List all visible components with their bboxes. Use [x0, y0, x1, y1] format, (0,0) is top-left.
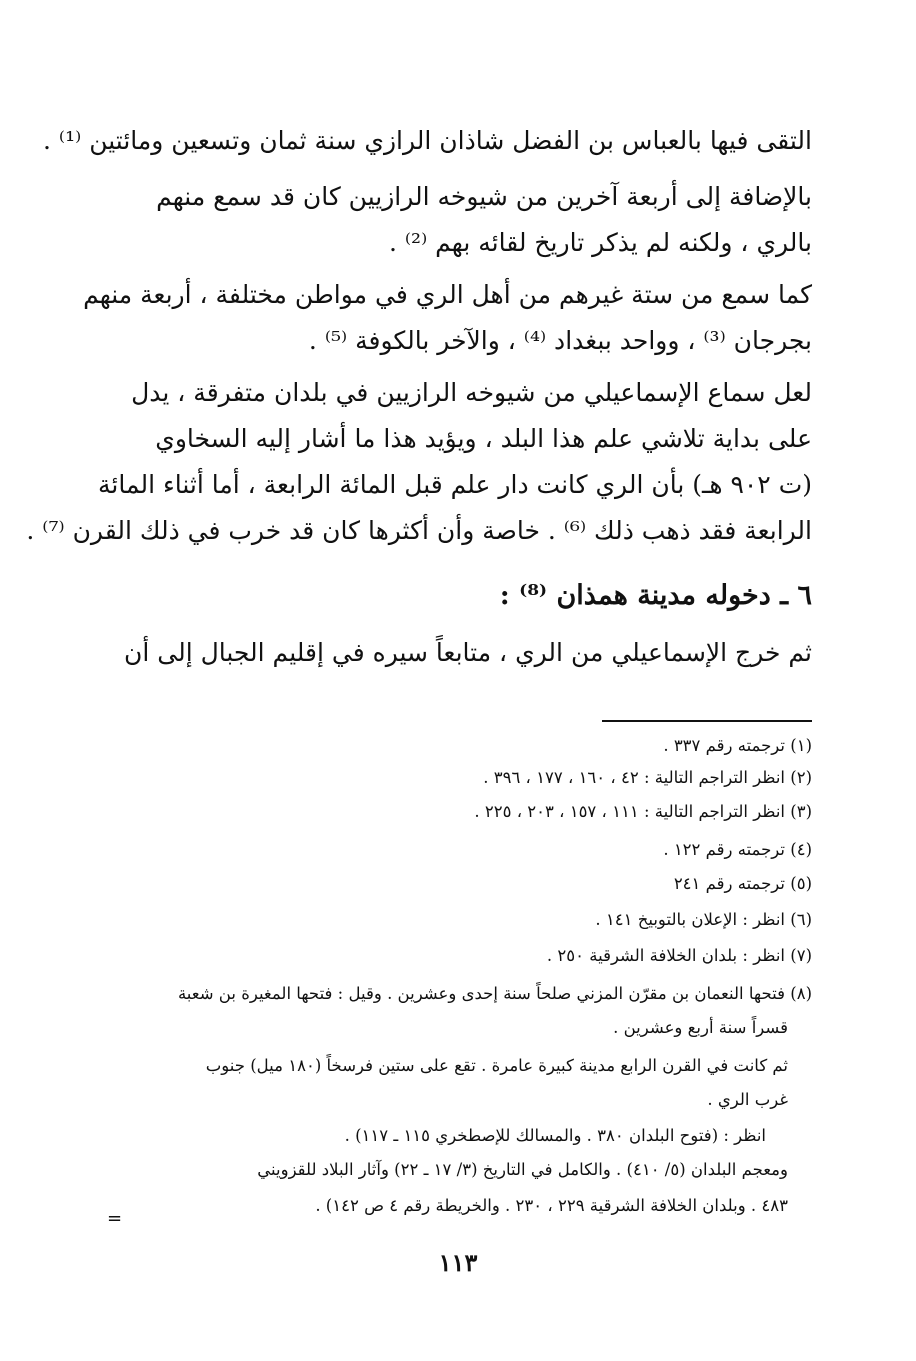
continuation-mark: =: [107, 1208, 123, 1229]
body-line-8: (ت ٩٠٢ هـ) بأن الري كانت دار علم قبل المائة الرابعة ، أما أثناء المائة: [98, 470, 812, 499]
body-line-5: بجرجان ⁽³⁾ ، وواحد ببغداد ⁽⁴⁾ ، والآخر بالكوفة ⁽⁵⁾ .: [308, 326, 812, 355]
section-heading: ٦ ـ دخوله مدينة همذان ⁽⁸⁾ :: [499, 580, 812, 611]
footnote-8-line-5: انظر : (فتوح البلدان ٣٨٠ . والمسالك للإصطخري ١١٥ ـ ١١٧) .: [344, 1126, 766, 1145]
body-line-1: التقى فيها بالعباس بن الفضل شاذان الرازي سنة ثمان وتسعين ومائتين ⁽¹⁾ .: [43, 126, 812, 155]
page-number: ١١٣: [438, 1248, 478, 1277]
footnote-8-line-2: قسراً سنة أربع وعشرين .: [613, 1018, 788, 1037]
footnote-8-line-7: ٤٨٣ . وبلدان الخلافة الشرقية ٢٢٩ ، ٢٣٠ . والخريطة رقم ٤ ص ١٤٢) .: [315, 1196, 788, 1215]
body-line-6: لعل سماع الإسماعيلي من شيوخه الرازيين في بلدان متفرقة ، يدل: [131, 378, 812, 407]
body-line-9: الرابعة فقد ذهب ذلك ⁽⁶⁾ . خاصة وأن أكثرها كان قد خرب في ذلك القرن ⁽⁷⁾ .: [26, 516, 812, 545]
body-line-7: على بداية تلاشي علم هذا البلد ، ويؤيد هذا ما أشار إليه السخاوي: [155, 424, 812, 453]
footnote-4: (٤) ترجمته رقم ١٢٢ .: [663, 840, 812, 859]
footnote-8-line-3: ثم كانت في القرن الرابع مدينة كبيرة عامرة . تقع على ستين فرسخاً (١٨٠ ميل) جنوب: [205, 1056, 788, 1075]
footnote-6: (٦) انظر : الإعلان بالتوبيخ ١٤١ .: [595, 910, 812, 929]
footnote-8-line-6: ومعجم البلدان (٥/ ٤١٠) . والكامل في التاريخ (٣/ ١٧ ـ ٢٢) وآثار البلاد للقزويني: [257, 1160, 788, 1179]
body-line-2: بالإضافة إلى أربعة آخرين من شيوخه الرازيين كان قد سمع منهم: [156, 182, 812, 211]
body-line-4: كما سمع من ستة غيرهم من أهل الري في مواطن مختلفة ، أربعة منهم: [83, 280, 812, 309]
footnote-3: (٣) انظر التراجم التالية : ١١١ ، ١٥٧ ، ٢٠٣ ، ٢٢٥ .: [474, 802, 812, 821]
footnote-8-line-4: غرب الري .: [707, 1090, 788, 1109]
footnote-2: (٢) انظر التراجم التالية : ٤٢ ، ١٦٠ ، ١٧٧ ، ٣٩٦ .: [483, 768, 812, 787]
footnote-8-line-1: (٨) فتحها النعمان بن مقرّن المزني صلحاً سنة إحدى وعشرين . وقيل : فتحها المغيرة بن شعبة: [177, 984, 812, 1003]
footnote-1: (١) ترجمته رقم ٣٣٧ .: [663, 736, 812, 755]
body-line-3: بالري ، ولكنه لم يذكر تاريخ لقائه بهم ⁽²⁾ .: [389, 228, 812, 257]
footnote-separator: [602, 720, 812, 722]
footnote-7: (٧) انظر : بلدان الخلافة الشرقية ٢٥٠ .: [546, 946, 812, 965]
footnote-5: (٥) ترجمته رقم ٢٤١: [673, 874, 812, 893]
body-line-10: ثم خرج الإسماعيلي من الري ، متابعاً سيره في إقليم الجبال إلى أن: [123, 638, 812, 667]
